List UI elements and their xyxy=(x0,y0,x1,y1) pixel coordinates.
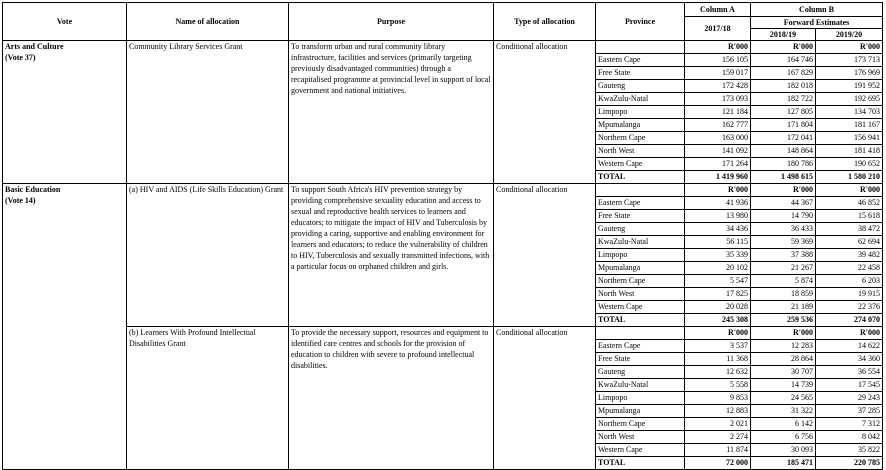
amount-2019-20: 39 482 xyxy=(816,249,883,262)
province-name: North West xyxy=(596,288,685,301)
allocation-type: Conditional allocation xyxy=(494,41,596,184)
amount-2019-20: 173 713 xyxy=(816,54,883,67)
amount-2019-20: 36 554 xyxy=(816,366,883,379)
amount-2017-18: 56 115 xyxy=(685,236,751,249)
vote-number: (Vote 37) xyxy=(5,53,36,62)
amount-2018-19: 127 805 xyxy=(751,106,816,119)
header-year-2019-20: 2019/20 xyxy=(816,29,883,41)
amount-2019-20: 190 652 xyxy=(816,158,883,171)
amount-2018-19: 5 874 xyxy=(751,275,816,288)
province-name: Northern Cape xyxy=(596,275,685,288)
province-name: North West xyxy=(596,145,685,158)
unit-label: R'000 xyxy=(816,327,883,340)
unit-label: R'000 xyxy=(816,41,883,54)
amount-2017-18: 12 632 xyxy=(685,366,751,379)
province-name: KwaZulu-Natal xyxy=(596,236,685,249)
amount-2017-18: 162 777 xyxy=(685,119,751,132)
header-forward-estimates: Forward Estimates xyxy=(751,17,883,29)
province-name: Northern Cape xyxy=(596,418,685,431)
table-body xyxy=(3,41,883,470)
vote-cell xyxy=(3,184,127,470)
unit-label: R'000 xyxy=(685,41,751,54)
header-year-2018-19: 2018/19 xyxy=(751,29,816,41)
amount-2018-19: 37 388 xyxy=(751,249,816,262)
province-name: Eastern Cape xyxy=(596,197,685,210)
amount-2018-19: 6 756 xyxy=(751,431,816,444)
table-row xyxy=(3,184,883,197)
amount-2018-19: 24 565 xyxy=(751,392,816,405)
amount-2019-20: 29 243 xyxy=(816,392,883,405)
amount-2017-18: 11 368 xyxy=(685,353,751,366)
province-name: Western Cape xyxy=(596,301,685,314)
province-name: Mpumalanga xyxy=(596,119,685,132)
amount-2019-20: 46 852 xyxy=(816,197,883,210)
province-name: Eastern Cape xyxy=(596,54,685,67)
allocation-purpose: To transform urban and rural community library infrastructure, facilities and services (primarily targeting previously disadvantaged communities) through a recapitalised programme at provincial level in support of local government and national initiatives. xyxy=(289,41,494,184)
allocation-type: Conditional allocation xyxy=(494,184,596,327)
allocation-type: Conditional allocation xyxy=(494,327,596,470)
amount-2017-18: 156 105 xyxy=(685,54,751,67)
province-name: Gauteng xyxy=(596,223,685,236)
allocation-name: Community Library Services Grant xyxy=(127,41,289,184)
amount-2018-19: 172 041 xyxy=(751,132,816,145)
amount-2017-18: 20 102 xyxy=(685,262,751,275)
amount-2017-18: 34 436 xyxy=(685,223,751,236)
amount-2017-18: 3 537 xyxy=(685,340,751,353)
amount-2018-19: 18 859 xyxy=(751,288,816,301)
total-2019-20: 220 785 xyxy=(816,457,883,470)
total-2019-20: 274 070 xyxy=(816,314,883,327)
unit-label: R'000 xyxy=(751,327,816,340)
amount-2018-19: 148 864 xyxy=(751,145,816,158)
amount-2019-20: 38 472 xyxy=(816,223,883,236)
province-name: Limpopo xyxy=(596,249,685,262)
amount-2017-18: 2 274 xyxy=(685,431,751,444)
amount-2019-20: 62 694 xyxy=(816,236,883,249)
amount-2019-20: 35 822 xyxy=(816,444,883,457)
total-2017-18: 1 419 960 xyxy=(685,171,751,184)
total-2018-19: 259 536 xyxy=(751,314,816,327)
amount-2019-20: 22 376 xyxy=(816,301,883,314)
amount-2018-19: 12 283 xyxy=(751,340,816,353)
amount-2018-19: 182 018 xyxy=(751,80,816,93)
province-cell xyxy=(596,41,685,54)
amount-2017-18: 173 093 xyxy=(685,93,751,106)
header-purpose: Purpose xyxy=(289,3,494,41)
amount-2017-18: 9 853 xyxy=(685,392,751,405)
table-row xyxy=(3,41,883,54)
header-column-b: Column B xyxy=(751,3,883,17)
amount-2017-18: 35 339 xyxy=(685,249,751,262)
amount-2017-18: 171 264 xyxy=(685,158,751,171)
total-label: TOTAL xyxy=(596,171,685,184)
amount-2018-19: 28 864 xyxy=(751,353,816,366)
province-name: Mpumalanga xyxy=(596,262,685,275)
amount-2018-19: 21 189 xyxy=(751,301,816,314)
amount-2017-18: 41 936 xyxy=(685,197,751,210)
amount-2019-20: 14 622 xyxy=(816,340,883,353)
amount-2018-19: 180 786 xyxy=(751,158,816,171)
amount-2017-18: 172 428 xyxy=(685,80,751,93)
amount-2018-19: 31 322 xyxy=(751,405,816,418)
amount-2018-19: 164 746 xyxy=(751,54,816,67)
table-header xyxy=(3,3,883,41)
header-vote: Vote xyxy=(3,3,127,41)
unit-label: R'000 xyxy=(751,184,816,197)
province-name: Northern Cape xyxy=(596,132,685,145)
province-name: Western Cape xyxy=(596,158,685,171)
total-2018-19: 185 471 xyxy=(751,457,816,470)
total-2017-18: 245 308 xyxy=(685,314,751,327)
amount-2018-19: 14 790 xyxy=(751,210,816,223)
amount-2019-20: 191 952 xyxy=(816,80,883,93)
province-name: North West xyxy=(596,431,685,444)
amount-2017-18: 121 184 xyxy=(685,106,751,119)
table-row xyxy=(3,327,883,340)
unit-label: R'000 xyxy=(751,41,816,54)
amount-2019-20: 19 915 xyxy=(816,288,883,301)
amount-2019-20: 22 458 xyxy=(816,262,883,275)
amount-2019-20: 17 545 xyxy=(816,379,883,392)
vote-number: (Vote 14) xyxy=(5,196,36,205)
amount-2017-18: 5 558 xyxy=(685,379,751,392)
province-name: Limpopo xyxy=(596,106,685,119)
amount-2019-20: 192 695 xyxy=(816,93,883,106)
province-name: KwaZulu-Natal xyxy=(596,93,685,106)
amount-2019-20: 8 042 xyxy=(816,431,883,444)
amount-2018-19: 21 267 xyxy=(751,262,816,275)
province-cell xyxy=(596,327,685,340)
amount-2017-18: 163 000 xyxy=(685,132,751,145)
allocation-purpose: To support South Africa's HIV prevention strategy by providing comprehensive sexuality education and access to sexual and reproductive health services to learners and educators; to mitigate the impact of HIV and Tuberculosis by providing a caring, supportive and enabling environment for learners and educators; to reduce the vulnerability of children to HIV, Tuberculosis and sexually transmitted infections, with a particular focus on orphaned children and girls. xyxy=(289,184,494,327)
amount-2018-19: 6 142 xyxy=(751,418,816,431)
header-province: Province xyxy=(596,3,685,41)
amount-2018-19: 30 707 xyxy=(751,366,816,379)
province-cell xyxy=(596,184,685,197)
amount-2017-18: 141 092 xyxy=(685,145,751,158)
province-name: Free State xyxy=(596,210,685,223)
province-name: Gauteng xyxy=(596,366,685,379)
amount-2017-18: 20 028 xyxy=(685,301,751,314)
amount-2019-20: 134 703 xyxy=(816,106,883,119)
amount-2019-20: 6 203 xyxy=(816,275,883,288)
total-2018-19: 1 498 615 xyxy=(751,171,816,184)
province-name: Limpopo xyxy=(596,392,685,405)
amount-2019-20: 37 285 xyxy=(816,405,883,418)
total-label: TOTAL xyxy=(596,314,685,327)
unit-label: R'000 xyxy=(685,327,751,340)
province-name: Eastern Cape xyxy=(596,340,685,353)
amount-2018-19: 59 369 xyxy=(751,236,816,249)
allocation-name: (a) HIV and AIDS (Life Skills Education) Grant xyxy=(127,184,289,327)
amount-2017-18: 12 883 xyxy=(685,405,751,418)
vote-cell xyxy=(3,41,127,184)
amount-2019-20: 181 418 xyxy=(816,145,883,158)
allocation-table xyxy=(2,2,883,470)
vote-name: Basic Education xyxy=(5,185,61,194)
province-name: Gauteng xyxy=(596,80,685,93)
amount-2017-18: 5 547 xyxy=(685,275,751,288)
total-2019-20: 1 580 210 xyxy=(816,171,883,184)
province-name: Western Cape xyxy=(596,444,685,457)
amount-2019-20: 156 941 xyxy=(816,132,883,145)
amount-2018-19: 44 367 xyxy=(751,197,816,210)
header-column-a: Column A xyxy=(685,3,751,17)
amount-2019-20: 7 312 xyxy=(816,418,883,431)
amount-2018-19: 14 739 xyxy=(751,379,816,392)
amount-2017-18: 2 021 xyxy=(685,418,751,431)
province-name: KwaZulu-Natal xyxy=(596,379,685,392)
total-label: TOTAL xyxy=(596,457,685,470)
amount-2018-19: 182 722 xyxy=(751,93,816,106)
vote-name: Arts and Culture xyxy=(5,42,64,51)
province-name: Free State xyxy=(596,67,685,80)
total-2017-18: 72 000 xyxy=(685,457,751,470)
amount-2019-20: 176 969 xyxy=(816,67,883,80)
allocation-name: (b) Learners With Profound Intellectual Disabilities Grant xyxy=(127,327,289,470)
unit-label: R'000 xyxy=(816,184,883,197)
province-name: Free State xyxy=(596,353,685,366)
amount-2017-18: 13 980 xyxy=(685,210,751,223)
province-name: Mpumalanga xyxy=(596,405,685,418)
amount-2019-20: 15 618 xyxy=(816,210,883,223)
amount-2018-19: 167 829 xyxy=(751,67,816,80)
amount-2018-19: 30 093 xyxy=(751,444,816,457)
header-type-of-allocation: Type of allocation xyxy=(494,3,596,41)
amount-2018-19: 36 433 xyxy=(751,223,816,236)
amount-2017-18: 11 874 xyxy=(685,444,751,457)
amount-2017-18: 159 017 xyxy=(685,67,751,80)
allocation-purpose: To provide the necessary support, resources and equipment to identified care centres and schools for the provision of education to children with severe to profound intellectual disabilities. xyxy=(289,327,494,470)
amount-2019-20: 181 167 xyxy=(816,119,883,132)
header-name-of-allocation: Name of allocation xyxy=(127,3,289,41)
header-year-2017-18: 2017/18 xyxy=(685,17,751,41)
amount-2017-18: 17 825 xyxy=(685,288,751,301)
amount-2019-20: 34 360 xyxy=(816,353,883,366)
amount-2018-19: 171 804 xyxy=(751,119,816,132)
unit-label: R'000 xyxy=(685,184,751,197)
